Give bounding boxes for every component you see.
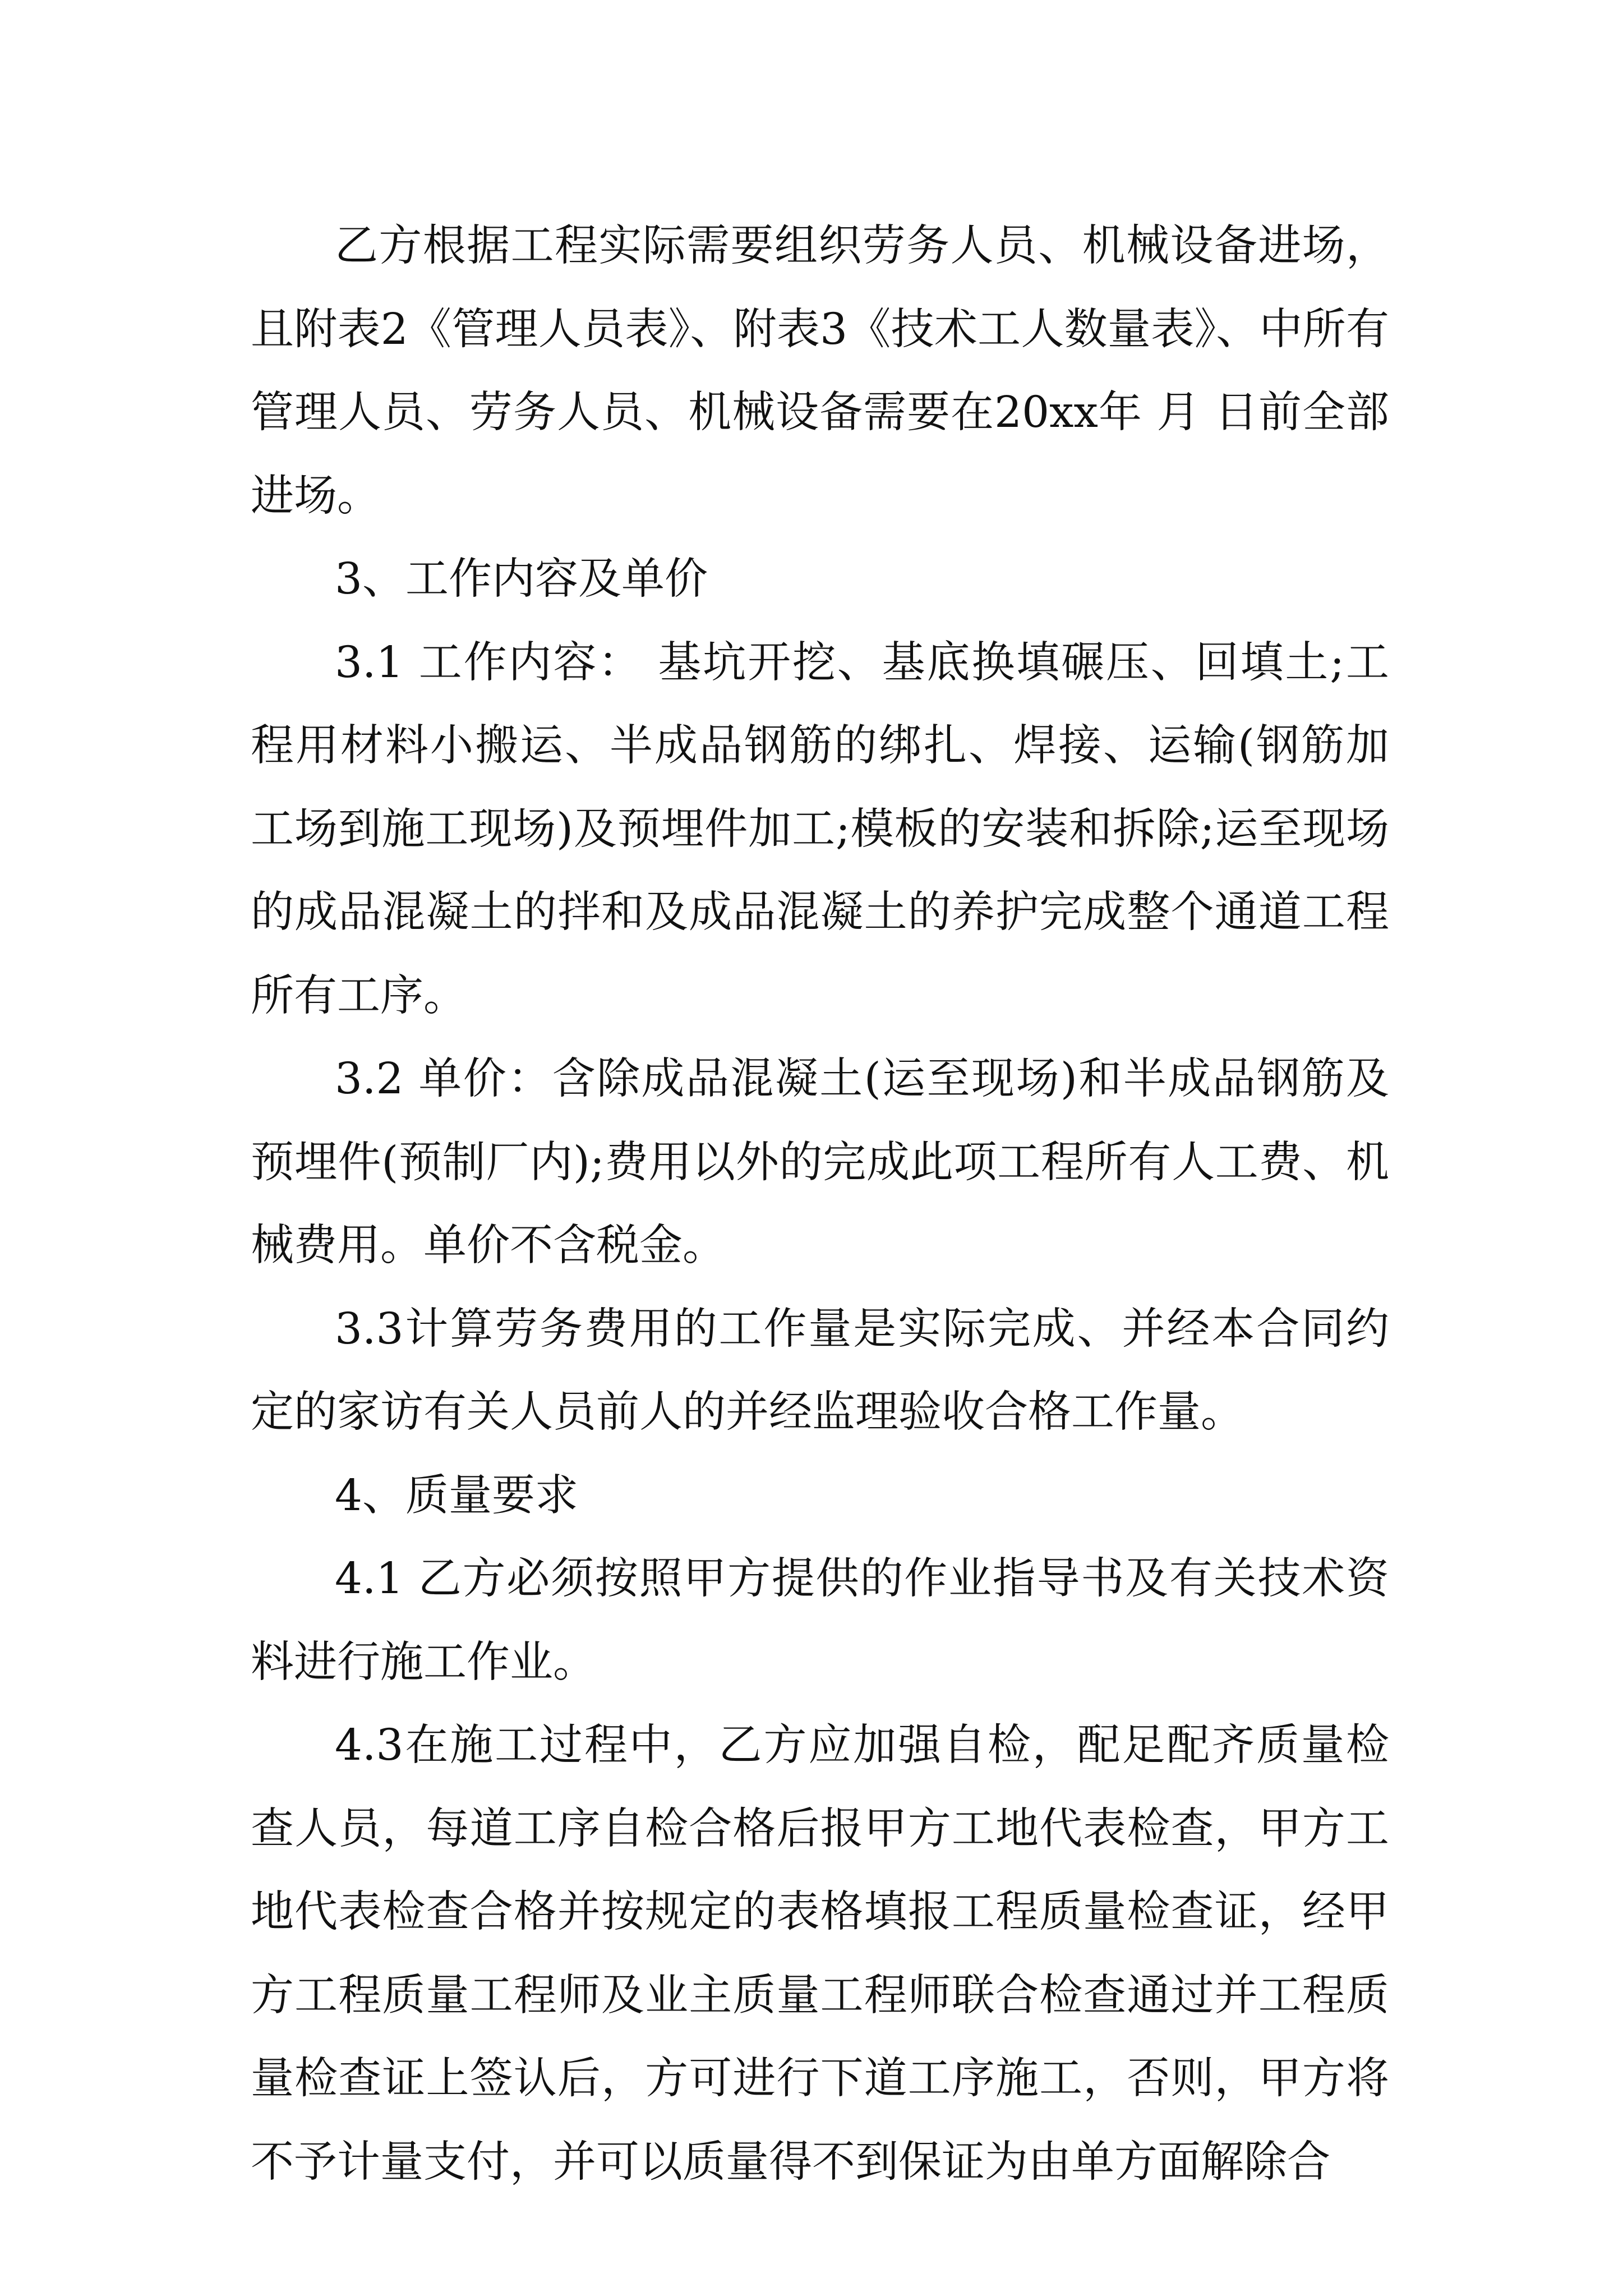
paragraph-unit-price: 3.2 单价：含除成品混凝土(运至现场)和半成品钢筋及预埋件(预制厂内);费用以外的完成此项工程所有人工费、机械费用。单价不含税金。	[251, 1054, 1389, 1271]
paragraph-workload: 3.3计算劳务费用的工作量是实际完成、并经本合同约定的家访有关人员前人的并经监理验收合格工作量。	[251, 1304, 1389, 1437]
paragraph-quality-inspection: 4.3在施工过程中，乙方应加强自检，配足配齐质量检查人员，每道工序自检合格后报甲方工地代表检查，甲方工地代表检查合格并按规定的表格填报工程质量检查证，经甲方工程质量工程师及业主质量工程师联合检查通过并工程质量检查证上签认后，方可进行下道工序施工，否则，甲方将不予计量支付，并可以质量得不到保证为由单方面解除合	[251, 1720, 1389, 2187]
document-body	[251, 205, 1389, 2204]
section-heading-quality: 4、质量要求	[335, 1470, 578, 1521]
paragraph-quality-guidance: 4.1 乙方必须按照甲方提供的作业指导书及有关技术资料进行施工作业。	[251, 1554, 1389, 1687]
paragraph-personnel-entry: 乙方根据工程实际需要组织劳务人员、机械设备进场，且附表2《管理人员表》、附表3《技术工人数量表》、中所有管理人员、劳务人员、机械设备需要在20xx年 月 日前全部进场。	[251, 221, 1389, 521]
section-heading-work-content: 3、工作内容及单价	[335, 554, 708, 604]
paragraph-work-content: 3.1 工作内容： 基坑开挖、基底换填碾压、回填土;工程用材料小搬运、半成品钢筋的绑扎、焊接、运输(钢筋加工场到施工现场)及预埋件加工;模板的安装和拆除;运至现场的成品混凝土的拌和及成品混凝土的养护完成整个通道工程所有工序。	[251, 637, 1389, 1021]
